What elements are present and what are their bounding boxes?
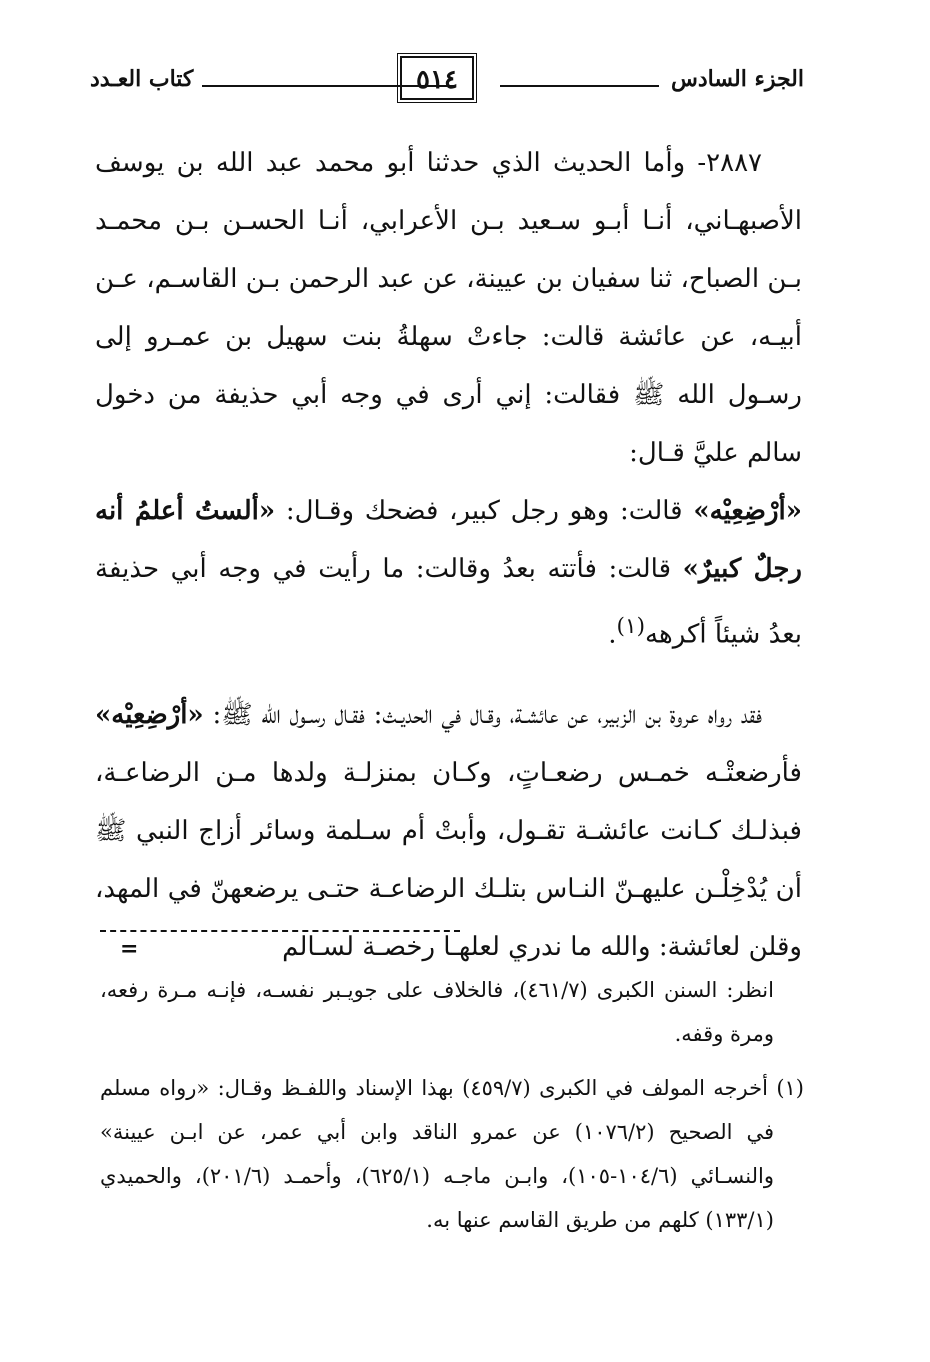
footnote-separator [100,930,460,932]
quote-alastu-alamu: «ألستُ أعلمُ أنه رجلٌ كبيرٌ» [95,496,802,584]
paragraph-2-part-b: فأرضعتْـه خمـس رضعـاتٍ، وكـان بمنزلـة ولدها مـن الرضاعـة، فبذلـك كـانت عائشـة تقـول، وأبتْ أم سـلمة وسائر أزاج النبي ﷺ أن يُدْخِلْـن عليهـنّ النـاس بتلـك الرضاعـة حتـى يرضعهنّ في المهد، وقلن لعائشة: والله ما ندري لعلهـا رخصـة لسـالم [95,757,802,962]
paragraph-1-part-c: قالت: فأتته بعدُ وقالت: ما رأيت في وجه أبي حذيفة بعدُ شيئاً أكرهه [95,554,802,650]
main-text [95,134,802,976]
footnote-ref-1: (١) [616,614,646,639]
paragraph-1-end: . [608,619,617,650]
quote-ardiihi: «أرْضِعِيْه» [693,496,802,526]
running-header [90,56,804,108]
footnote-continuation-mark: = [120,936,139,962]
quote-ardiihi-2: «أرْضِعِيْه» [95,699,204,730]
footnote-1: (١) أخرجه المولف في الكبرى (٤٥٩/٧) بهذا الإسناد واللفـظ وقـال: «رواه مسلم في الصحيح (١٠٧٦/٢) عن عمرو الناقد وابن أبي عمر، عن ابـن عيينة» والنسـائي (١٠٤/٦-١٠٥)، وابـن ماجـه (٦٢٥/١)، وأحمـد (٢٠١/٦)، والحميدي (١٣٣/١) كلهم من طريق القاسم عنها به. [100,1076,804,1232]
page-number: ٥١٤ [400,56,474,100]
footnote-continuation: انظر: السنن الكبرى (٤٦١/٧)، فالخلاف على جويـبر نفسـه، فإنـه مـرة رفعه، ومرة وقفه. [100,978,774,1046]
header-rule-right [500,85,659,87]
paragraph-2-part-a: فقد رواه عروة بن الزبير، عن عائشـة، وقـال في الحديـث: فقـال رسـول الله ﷺ: [203,699,762,730]
paragraph-hadith-2887 [95,134,802,664]
header-rule-left [202,85,454,87]
volume-title: الجزء السادس [671,66,804,92]
book-title: كتاب العـدد [90,66,194,92]
paragraph-1-part-a: ٢٨٨٧- وأما الحديث الذي حدثنا أبو محمد عبد الله بن يوسف الأصبهـاني، أنـا أبـو سـعيد بـن الأعرابي، أنـا الحسـن بـن محمـد بـن الصباح، ثنا سفيان بن عيينة، عن عبد الرحمن بـن القاسـم، عـن أبيـه، عن عائشة قالت: جاءتْ سهلةُ بنت سهيل بن عمـرو إلى رسـول الله ﷺ فقالت: إني أرى في وجه أبي حذيفة من دخول سالم عليَّ قـال: [95,148,802,468]
paragraph-1-part-b: قالت: وهو رجل كبير، فضحك وقـال: [275,496,694,526]
paragraph-urwa [95,686,802,976]
footnotes [100,968,804,1242]
